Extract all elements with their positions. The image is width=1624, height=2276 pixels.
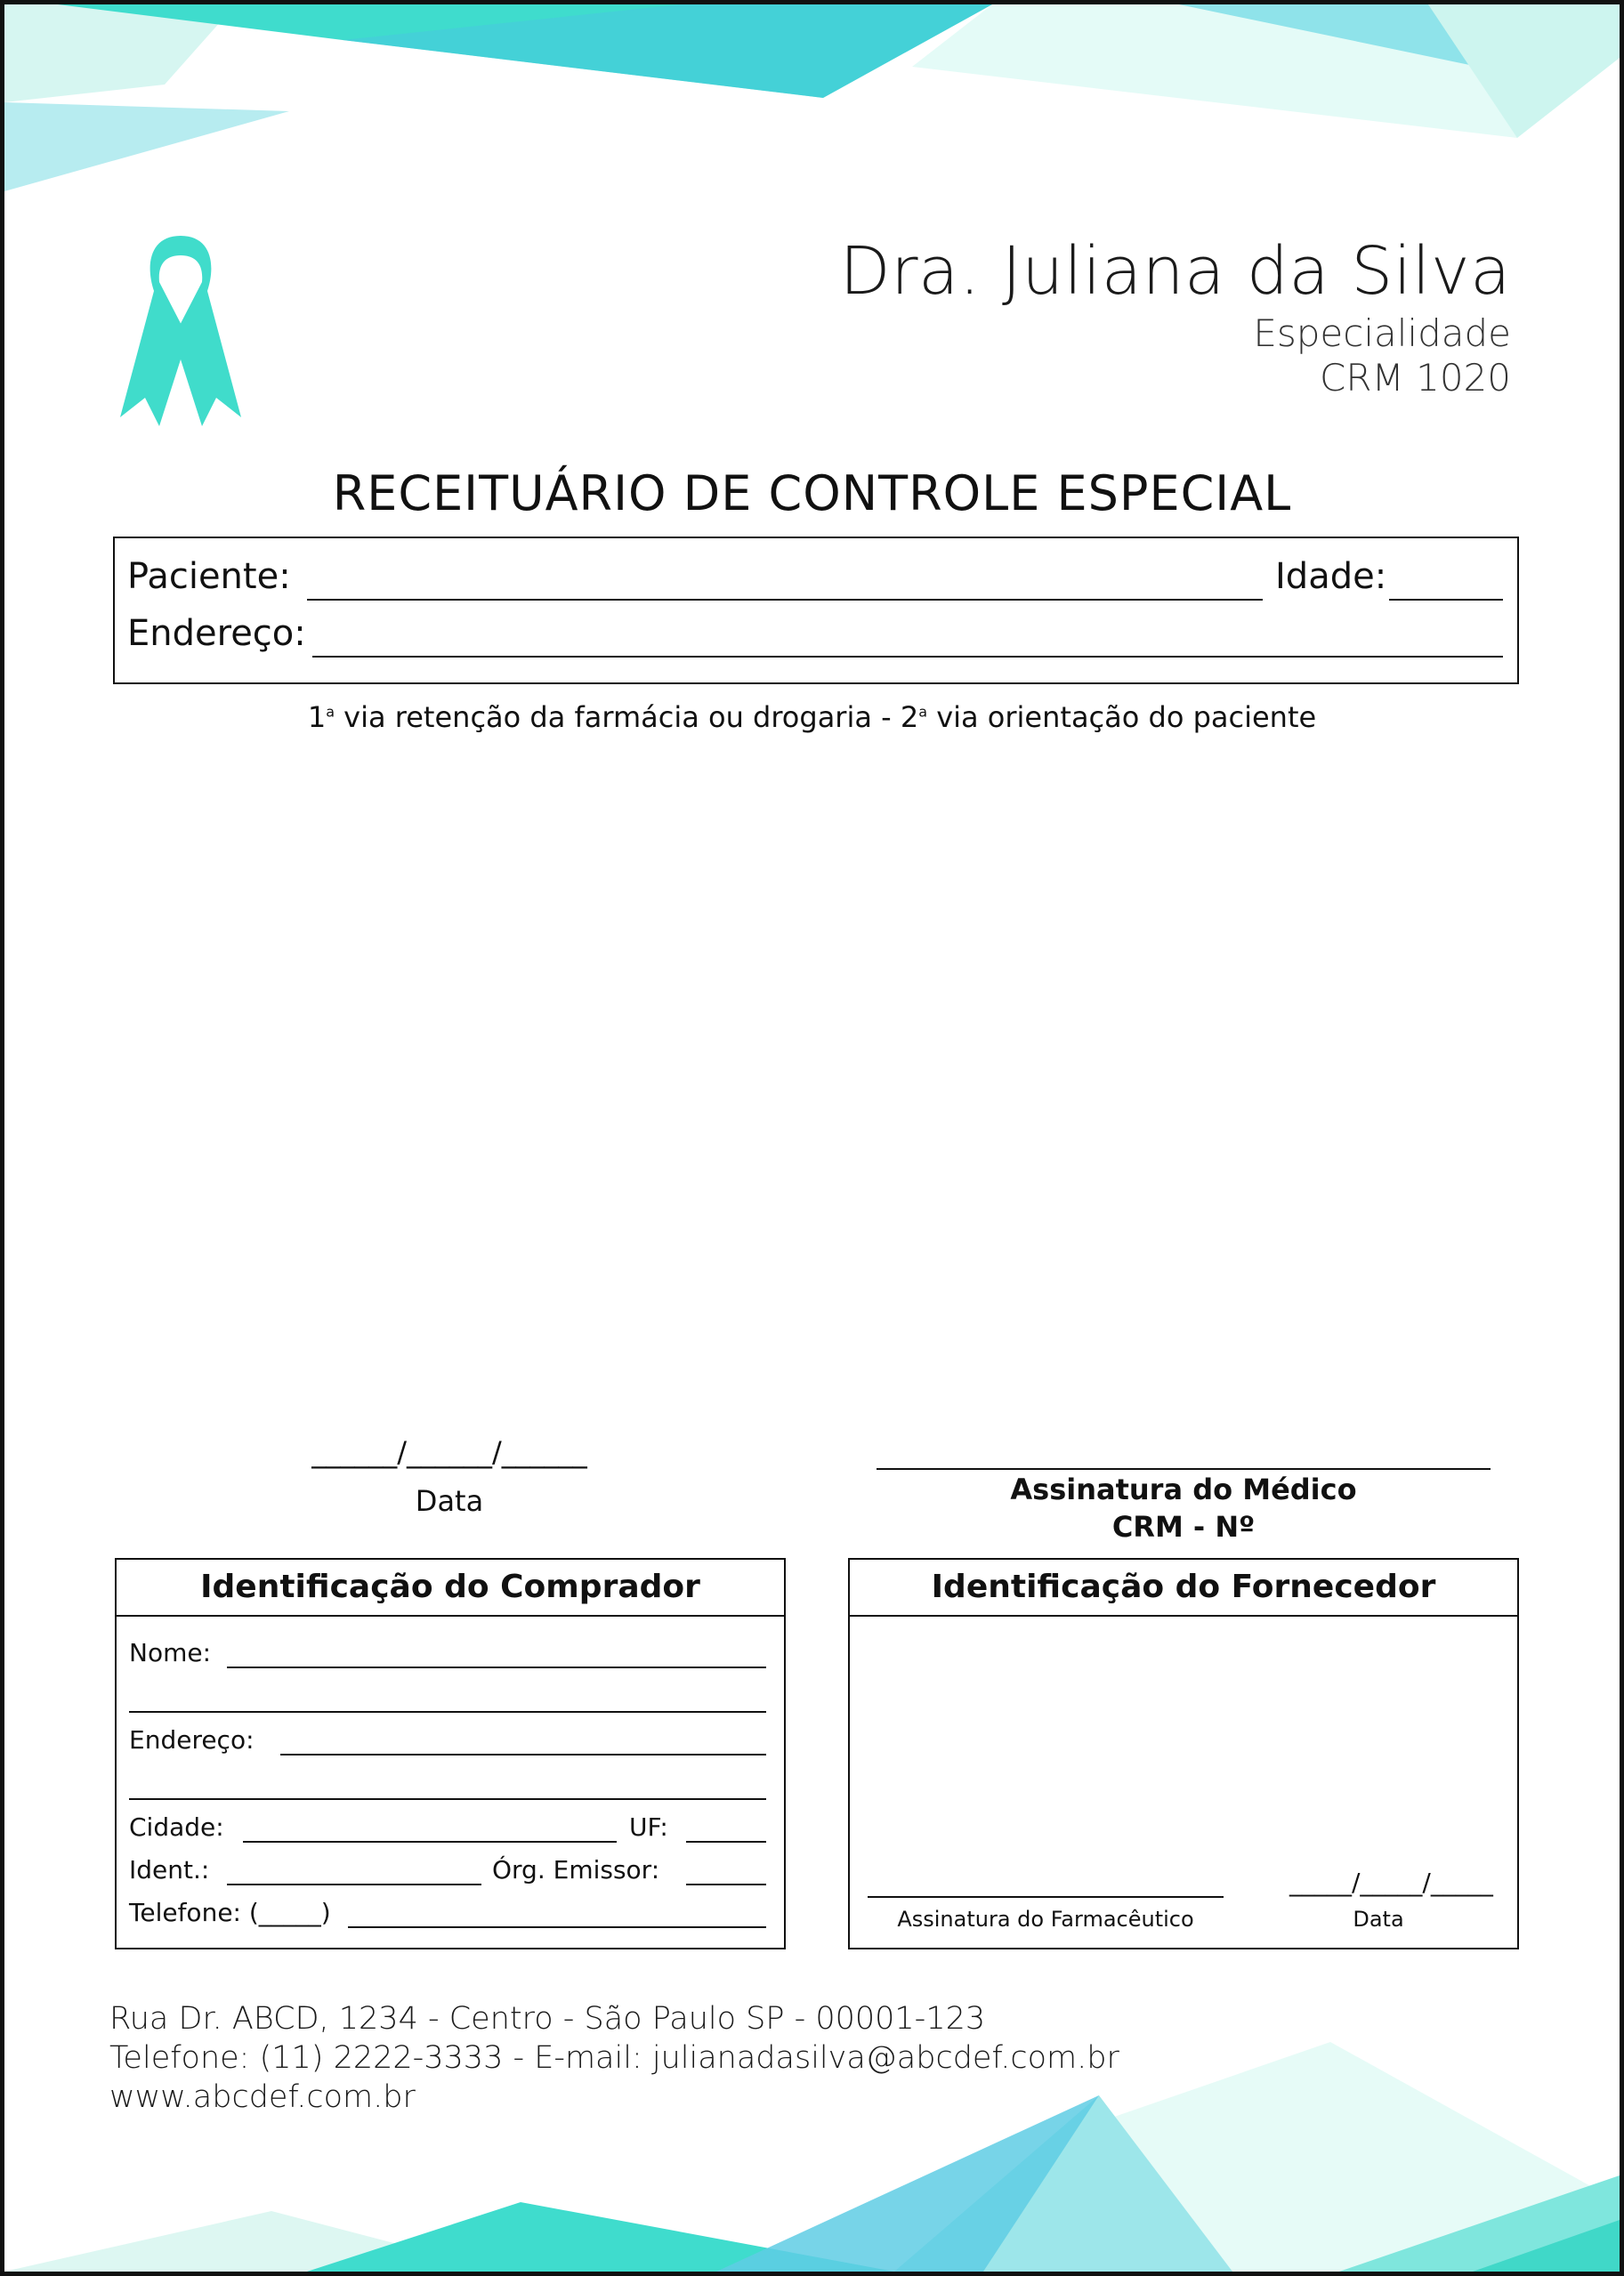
supplier-title: Identificação do Fornecedor [850, 1560, 1517, 1617]
buyer-name-field[interactable] [227, 1667, 766, 1668]
buyer-issuer-field[interactable] [686, 1884, 766, 1885]
buyer-city-label: Cidade: [129, 1812, 224, 1842]
form-title: RECEITUÁRIO DE CONTROLE ESPECIAL [332, 465, 1292, 521]
buyer-title: Identificação do Comprador [117, 1560, 784, 1617]
patient-label: Paciente: [127, 556, 291, 597]
patient-info-box [113, 537, 1519, 684]
footer-contact [109, 1999, 1119, 2117]
buyer-phone-label: Telefone: (_____) [129, 1898, 331, 1927]
supplier-identification-box [848, 1558, 1519, 1949]
doctor-crm-label: CRM - Nº [1111, 1510, 1256, 1544]
buyer-address-field-2[interactable] [129, 1798, 766, 1800]
buyer-address-label: Endereço: [129, 1725, 255, 1755]
buyer-id-field[interactable] [227, 1884, 481, 1885]
supplier-date-label: Data [1353, 1907, 1404, 1932]
buyer-phone-field[interactable] [348, 1926, 766, 1928]
patient-name-field[interactable] [307, 599, 1263, 601]
date-label: Data [415, 1484, 484, 1518]
buyer-address-field[interactable] [280, 1754, 766, 1755]
footer-website: www.abcdef.com.br [109, 2079, 416, 2115]
doctor-crm: CRM 1020 [1320, 356, 1511, 400]
copies-note: 1$^a$ via retenção da farmácia ou drogaria - 2$^a$ via orientação do paciente [307, 700, 1317, 734]
date-field[interactable]: ______/______/______ [311, 1435, 587, 1469]
doctor-name: Dra. Juliana da Silva [839, 233, 1511, 310]
address-label: Endereço: [127, 613, 306, 654]
buyer-id-label: Ident.: [129, 1855, 210, 1885]
patient-age-field[interactable] [1389, 599, 1503, 601]
buyer-city-field[interactable] [243, 1841, 617, 1843]
ribbon-logo-icon [118, 229, 243, 433]
patient-address-field[interactable] [312, 656, 1503, 658]
top-decoration [4, 4, 1620, 218]
doctor-signature-line[interactable] [877, 1468, 1491, 1470]
pharmacist-signature-label: Assinatura do Farmacêutico [897, 1907, 1194, 1932]
buyer-identification-box [115, 1558, 786, 1949]
buyer-name-label: Nome: [129, 1638, 212, 1667]
doctor-signature-label: Assinatura do Médico [1010, 1473, 1357, 1506]
footer-address: Rua Dr. ABCD, 1234 - Centro - São Paulo SP - 00001-123 [109, 2001, 986, 2037]
buyer-uf-field[interactable] [686, 1841, 766, 1843]
age-label: Idade: [1275, 556, 1387, 597]
pharmacist-signature-line[interactable] [868, 1896, 1224, 1898]
supplier-date-field[interactable]: _____/_____/_____ [1289, 1868, 1493, 1897]
footer-contact-line: Telefone: (11) 2222-3333 - E-mail: julianadasilva@abcdef.com.br [109, 2040, 1119, 2076]
doctor-header [839, 233, 1511, 400]
doctor-specialty: Especialidade [1253, 311, 1511, 355]
buyer-uf-label: UF: [629, 1812, 668, 1842]
buyer-issuer-label: Órg. Emissor: [492, 1855, 660, 1885]
buyer-name-field-2[interactable] [129, 1711, 766, 1713]
